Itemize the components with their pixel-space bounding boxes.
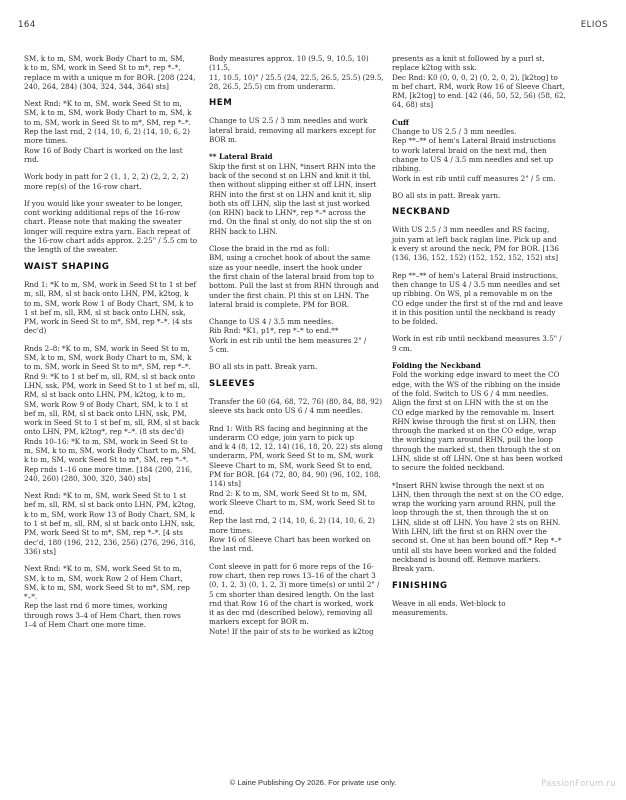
running-title: ELIOS (580, 20, 608, 30)
body-text: Skip the first st on LHN, *insert RHN into the back of the second st on LHN and knit it tbl, then without slipping either st off LHN, insert RHN into the first st on LHN and knit it, slip both sts off LHN, slip the last st just worked (on RHN) back to LHN*, rep *–* across the rnd. On the final st only, do not slip the st on RHN back to LHN. (209, 161, 377, 236)
body-text: BO all sts in patt. Break yarn. (392, 190, 501, 200)
body-text: Weave in all ends. Wet-block to measurements. (392, 598, 506, 618)
body-text: SM, k to m, SM, work Body Chart to m, SM, k to m, SM, work in Seed St to m*, rep *–*, replace m with a unique m for BOR. [208 (224, 240, 264, 284) (304, 324, 344, 364) sts] (24, 54, 196, 91)
body-text: Rnds 2–8: *K to m, SM, work in Seed St to m, SM, k to m, SM, work Body Chart to m, SM, k to m, SM, work in Seed St to m*, SM, rep *–*. Rnd 9: *K to 1 st bef m, sll, RM, sl st back onto LHN, ssk, PM, work in Seed St to 1 st bef m, sll, RM, sl st back onto LHN, PM, k2tog, k to m, SM, work Row 9 of Body Chart, SM, k to 1 st bef m, sll, RM, sl st back onto LHN, ssk, PM, work in Seed St to 1 st bef m, sll, RM, sl st back onto LHN, PM, k2tog*, rep *–*. (8 sts dec'd) Rnds 10–16: *K to m, SM, work in Seed St to m, SM, k to m, SM, work Body Chart to m, SM, k to m, SM, work Seed St to m*, SM, rep *–*. Rep rnds 1–16 one more time. [184 (200, 216, 240, 260) (280, 300, 320, 340) sts] (24, 343, 200, 483)
body-text: Rep **–** of hem's Lateral Braid instructions, then change to US 4 / 3.5 mm needles and set up ribbing. On WS, pl a removable m on the CO edge under the first st of the rnd and leave it in this position until the neckband is ready to be folded. (392, 270, 563, 327)
column-1 (24, 54, 200, 637)
section-heading-neckband: NECKBAND (392, 207, 451, 218)
body-text: Cont sleeve in patt for 6 more reps of the 16- row chart, then rep rows 13–16 of the chart 3 (0, 1, 2, 3) (0, 1, 2, 3) more time(s) or until 2" / 5 cm shorter than desired length. On the last rnd that Row 16 of the chart is worked, work it as dec rnd (described below), removing all markers except for BOR m. Note! If the pair of sts to be worked as k2tog (209, 561, 380, 636)
body-text: Transfer the 60 (64, 68, 72, 76) (80, 84, 88, 92) sleeve sts back onto US 6 / 4 mm needles. (209, 396, 383, 416)
page-number: 164 (18, 20, 36, 30)
body-text: Next Rnd: *K to m, SM, work Seed St to m, SM, k to m, SM, work Row 2 of Hem Chart, SM, k to m, SM, work Seed St to m*, SM, rep *–*. Rep the last rnd 6 more times, working through rows 3–4 of Hem Chart, then rows 1–4 of Hem Chart one more time. (24, 564, 190, 630)
body-text: Rnd 1: *K to m, SM, work in Seed St to 1 st bef m, sll, RM, sl st back onto LHN, PM, k2tog, k to m, SM, work Row 1 of Body Chart, SM, k to 1 st bef m, sll, RM, sl st back onto LHN, ssk, PM, work in Seed St to m*, SM, rep *–*. (4 sts dec'd) (24, 279, 197, 336)
watermark: PassionForum.ru (541, 779, 616, 789)
body-text: Work in est rib until neckband measures 3.5" / 9 cm. (392, 334, 562, 353)
column-2 (209, 54, 385, 636)
body-text: Close the braid in the rnd as foll: BM, using a crochet hook of about the same size as your needle, insert the hook under the first chain of the lateral braid from top to bottom. Pull the last st from RHN through and under the first chain. Pl this st on LHN. The lateral braid is complete. PM for BOR. (209, 244, 379, 309)
body-text: Body measures approx. 10 (9.5, 9, 10.5, 10) (11.5, 11, 10.5, 10)" / 25.5 (24, 22.5, 26.5, 25.5) (29.5, 28, 26.5, 25.5) cm from underarm. (209, 54, 384, 91)
body-text: If you would like your sweater to be longer, cont working additional reps of the 16-row chart. Please note that making the sweater longer will require extra yarn. Each repeat of the 16-row chart adds approx. 2.25" / 5.5 cm to the length of the sweater. (24, 198, 198, 255)
column-3 (392, 54, 568, 617)
body-text: BO all sts in patt. Break yarn. (209, 362, 318, 372)
body-text: presents as a knit st followed by a purl st, replace k2tog with ssk. Dec Rnd: K0 (0, 0, 0, 2) (0, 2, 0, 2), [k2tog] to m bef chart, RM, work Row 16 of Sleeve Chart, RM, [k2tog] to end. [42 (46, 50, 52, 56) (58, 62, 64, 68) sts] (392, 54, 566, 110)
subheading-lateral-braid: ** Lateral Braid (209, 152, 273, 162)
section-heading-sleeves: SLEEVES (209, 378, 256, 389)
body-text: Work body in patt for 2 (1, 1, 2, 2) (2, 2, 2, 2) more rep(s) of the 16-row chart. (24, 172, 189, 191)
section-heading-hem: HEM (209, 98, 233, 109)
body-text: Change to US 2.5 / 3 mm needles. Rep **–** of hem's Lateral Braid instructions to work lateral braid on the next rnd, then change to US 4 / 3.5 mm needles and set up ribbing. Work in est rib until cuff measures 2" / 5 cm. (392, 127, 556, 183)
section-heading-waist-shaping: WAIST SHAPING (24, 261, 110, 272)
body-text: Next Rnd: *K to m, SM, work Seed St to m, SM, k to m, SM, work Body Chart to m, SM, k to m, SM, work in Seed St to m*, SM, rep *–*. Rep the last rnd, 2 (14, 10, 6, 2) (14, 10, 6, 2) more times. Row 16 of Body Chart is worked on the last rnd. (24, 99, 192, 164)
body-text: Change to US 2.5 / 3 mm needles and work lateral braid, removing all markers except for BOR m. (209, 116, 377, 145)
section-heading-finishing: FINISHING (392, 580, 448, 591)
body-text: Rnd 1: With RS facing and beginning at the underarm CO edge, join yarn to pick up and k 4 (8, 12, 12, 14) (16, 18, 20, 22) sts along underarm, PM, work Seed St to m, SM, work Sleeve Chart to m, SM, work Seed St to end, PM for BOR. [64 (72, 80, 84, 90) (96, 102, 108, 114) sts] Rnd 2: K to m, SM, work Seed St to m, SM, work Sleeve Chart to m, SM, work Seed St to end. Rep the last rnd, 2 (14, 10, 6, 2) (14, 10, 6, 2) more times. Row 16 of Sleeve Chart has been worked on the last rnd. (209, 423, 383, 554)
body-text: Fold the working edge inward to meet the CO edge, with the WS of the ribbing on the inside of the fold. Switch to US 6 / 4 mm needles. Align the first st on LHN with the st on the CO edge marked by the removable m. Insert RHN kwise through the first st on LHN, then through the marked st on the CO edge, wrap the working yarn around RHN, pull the loop through the marked st, then through the st on LHN, slide st off LHN. One st has been worked to secure the folded neckband. (392, 370, 563, 473)
copyright-footer: © Laine Publishing Oy 2026. For private use only. (229, 778, 397, 787)
body-text: With US 2.5 / 3 mm needles and RS facing, join yarn at left back raglan line. Pick up and k every st around the neck, PM for BOR. [136 (136, 136, 152, 152) (152, 152, 152, 152) sts] (392, 225, 559, 263)
body-text: *Insert RHN kwise through the next st on LHN, then through the next st on the CO edge, wrap the working yarn around RHN, pull the loop through the st, then through the st on LHN, slide st off LHN. You have 2 sts on RHN. With LHN, lift the first st on RHN over the second st. One st has been bound off.* Rep *–* until all sts have been worked and the folded neckband is bound off. Remove markers. Break yarn. (392, 480, 564, 574)
subheading-cuff: Cuff (392, 117, 409, 127)
body-text: Change to US 4 / 3.5 mm needles. Rib Rnd: *K1, p1*, rep *–* to end.** Work in est rib until the hem measures 2" / 5 cm. (209, 317, 367, 355)
body-text: Next Rnd: *K to m, SM, work Seed St to 1 st bef m, sll, RM, sl st back onto LHN, PM, k2tog, k to m, SM, work Row 13 of Body Chart, SM, k to 1 st bef m, sll, RM, sl st back onto LHN, ssk, PM, work Seed St to m*, SM, rep *–*. [4 sts dec'd, 180 (196, 212, 236, 256) (276, 296, 316, 336) sts] (24, 491, 196, 556)
subheading-folding-neckband: Folding the Neckband (392, 361, 481, 371)
